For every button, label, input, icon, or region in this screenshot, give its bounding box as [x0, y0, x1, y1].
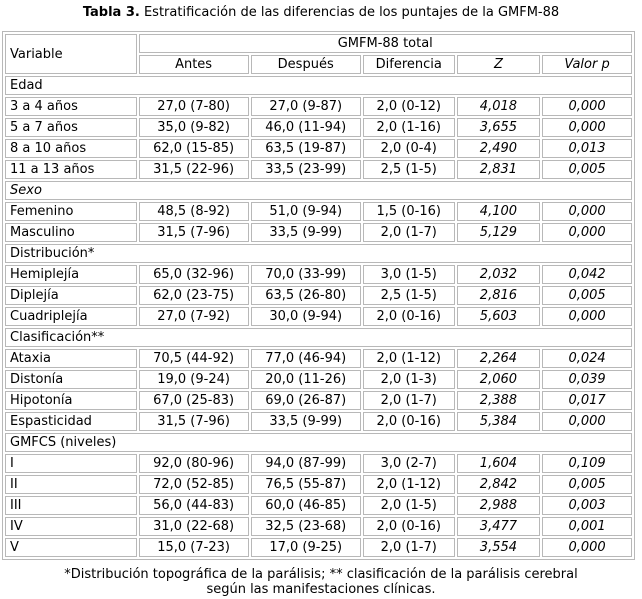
cell-antes: 70,5 (44-92) — [139, 349, 249, 368]
group-row — [5, 76, 632, 95]
results-table — [2, 31, 635, 560]
cell-z: 2,816 — [457, 286, 540, 305]
cell-z: 4,018 — [457, 97, 540, 116]
cell-z: 2,264 — [457, 349, 540, 368]
cell-z: 2,388 — [457, 391, 540, 410]
cell-antes: 27,0 (7-92) — [139, 307, 249, 326]
group-label: Clasificación** — [5, 328, 632, 347]
cell-valor-p: 0,000 — [542, 223, 632, 242]
cell-despues: 32,5 (23-68) — [251, 517, 361, 536]
cell-diferencia: 2,0 (0-4) — [363, 139, 455, 158]
table-row — [5, 475, 632, 494]
cell-z: 3,477 — [457, 517, 540, 536]
row-label: IV — [5, 517, 137, 536]
cell-valor-p: 0,017 — [542, 391, 632, 410]
header-valor-p: Valor p — [542, 55, 632, 74]
row-label: Femenino — [5, 202, 137, 221]
footnote-line-1: *Distribución topográfica de la parálisis; ** clasificación de la parálisis cerebral — [64, 567, 578, 582]
cell-diferencia: 2,0 (0-12) — [363, 97, 455, 116]
cell-diferencia: 2,0 (1-16) — [363, 118, 455, 137]
row-label: Distonía — [5, 370, 137, 389]
cell-valor-p: 0,000 — [542, 118, 632, 137]
cell-diferencia: 2,0 (1-12) — [363, 475, 455, 494]
row-label: Espasticidad — [5, 412, 137, 431]
cell-diferencia: 2,0 (1-7) — [363, 538, 455, 557]
group-row — [5, 433, 632, 452]
cell-valor-p: 0,001 — [542, 517, 632, 536]
group-label: Sexo — [5, 181, 632, 200]
cell-valor-p: 0,039 — [542, 370, 632, 389]
cell-antes: 31,5 (7-96) — [139, 223, 249, 242]
cell-despues: 76,5 (55-87) — [251, 475, 361, 494]
cell-antes: 65,0 (32-96) — [139, 265, 249, 284]
cell-despues: 69,0 (26-87) — [251, 391, 361, 410]
cell-z: 1,604 — [457, 454, 540, 473]
table-row — [5, 349, 632, 368]
header-despues: Después — [251, 55, 361, 74]
table-row — [5, 223, 632, 242]
cell-valor-p: 0,005 — [542, 475, 632, 494]
cell-diferencia: 2,0 (0-16) — [363, 517, 455, 536]
cell-valor-p: 0,024 — [542, 349, 632, 368]
cell-despues: 17,0 (9-25) — [251, 538, 361, 557]
group-row — [5, 244, 632, 263]
table-row — [5, 517, 632, 536]
table-row — [5, 454, 632, 473]
cell-despues: 63,5 (26-80) — [251, 286, 361, 305]
row-label: Hemiplejía — [5, 265, 137, 284]
table-caption-label: Tabla 3. — [82, 5, 140, 20]
group-row — [5, 328, 632, 347]
header-z: Z — [457, 55, 540, 74]
cell-z: 2,988 — [457, 496, 540, 515]
table-row — [5, 202, 632, 221]
cell-valor-p: 0,013 — [542, 139, 632, 158]
group-row — [5, 181, 632, 200]
cell-despues: 27,0 (9-87) — [251, 97, 361, 116]
table-row — [5, 370, 632, 389]
table-caption-text: Estratificación de las diferencias de los puntajes de la GMFM-88 — [143, 5, 560, 20]
cell-valor-p: 0,005 — [542, 286, 632, 305]
cell-antes: 72,0 (52-85) — [139, 475, 249, 494]
table-caption — [0, 4, 642, 21]
cell-antes: 31,5 (7-96) — [139, 412, 249, 431]
table-row — [5, 496, 632, 515]
group-label: Distribución* — [5, 244, 632, 263]
row-label: 3 a 4 años — [5, 97, 137, 116]
cell-despues: 46,0 (11-94) — [251, 118, 361, 137]
table-row — [5, 118, 632, 137]
cell-despues: 33,5 (9-99) — [251, 223, 361, 242]
cell-diferencia: 3,0 (1-5) — [363, 265, 455, 284]
cell-z: 2,060 — [457, 370, 540, 389]
cell-valor-p: 0,042 — [542, 265, 632, 284]
row-label: I — [5, 454, 137, 473]
cell-valor-p: 0,000 — [542, 202, 632, 221]
cell-antes: 62,0 (15-85) — [139, 139, 249, 158]
cell-diferencia: 2,0 (1-5) — [363, 496, 455, 515]
group-label: Edad — [5, 76, 632, 95]
cell-valor-p: 0,109 — [542, 454, 632, 473]
cell-antes: 15,0 (7-23) — [139, 538, 249, 557]
cell-antes: 31,5 (22-96) — [139, 160, 249, 179]
cell-z: 3,554 — [457, 538, 540, 557]
cell-antes: 62,0 (23-75) — [139, 286, 249, 305]
header-row-top — [5, 34, 632, 53]
cell-diferencia: 2,0 (1-7) — [363, 391, 455, 410]
cell-valor-p: 0,003 — [542, 496, 632, 515]
table-footnote — [0, 567, 642, 597]
table-row — [5, 265, 632, 284]
cell-z: 5,384 — [457, 412, 540, 431]
cell-z: 2,032 — [457, 265, 540, 284]
cell-diferencia: 2,5 (1-5) — [363, 160, 455, 179]
table-row — [5, 307, 632, 326]
table-row — [5, 538, 632, 557]
cell-despues: 70,0 (33-99) — [251, 265, 361, 284]
row-label: 5 a 7 años — [5, 118, 137, 137]
row-label: Diplejía — [5, 286, 137, 305]
cell-diferencia: 2,5 (1-5) — [363, 286, 455, 305]
table-row — [5, 412, 632, 431]
cell-z: 3,655 — [457, 118, 540, 137]
row-label: 11 a 13 años — [5, 160, 137, 179]
cell-despues: 33,5 (23-99) — [251, 160, 361, 179]
cell-despues: 63,5 (19-87) — [251, 139, 361, 158]
group-label: GMFCS (niveles) — [5, 433, 632, 452]
cell-z: 2,831 — [457, 160, 540, 179]
cell-antes: 67,0 (25-83) — [139, 391, 249, 410]
cell-z: 5,129 — [457, 223, 540, 242]
cell-antes: 35,0 (9-82) — [139, 118, 249, 137]
cell-antes: 48,5 (8-92) — [139, 202, 249, 221]
cell-valor-p: 0,000 — [542, 97, 632, 116]
header-variable: Variable — [5, 34, 137, 74]
row-label: Hipotonía — [5, 391, 137, 410]
cell-diferencia: 2,0 (1-7) — [363, 223, 455, 242]
cell-diferencia: 1,5 (0-16) — [363, 202, 455, 221]
cell-antes: 31,0 (22-68) — [139, 517, 249, 536]
cell-diferencia: 2,0 (0-16) — [363, 412, 455, 431]
row-label: 8 a 10 años — [5, 139, 137, 158]
cell-valor-p: 0,000 — [542, 538, 632, 557]
table-row — [5, 97, 632, 116]
cell-antes: 19,0 (9-24) — [139, 370, 249, 389]
table-row — [5, 286, 632, 305]
cell-valor-p: 0,000 — [542, 307, 632, 326]
cell-z: 2,490 — [457, 139, 540, 158]
table-row — [5, 160, 632, 179]
row-label: Ataxia — [5, 349, 137, 368]
row-label: III — [5, 496, 137, 515]
cell-despues: 30,0 (9-94) — [251, 307, 361, 326]
header-antes: Antes — [139, 55, 249, 74]
cell-valor-p: 0,000 — [542, 412, 632, 431]
cell-antes: 27,0 (7-80) — [139, 97, 249, 116]
row-label: Cuadriplejía — [5, 307, 137, 326]
cell-z: 4,100 — [457, 202, 540, 221]
cell-valor-p: 0,005 — [542, 160, 632, 179]
cell-despues: 20,0 (11-26) — [251, 370, 361, 389]
table-body — [5, 76, 632, 557]
footnote-line-2: según las manifestaciones clínicas. — [206, 582, 436, 597]
cell-z: 5,603 — [457, 307, 540, 326]
table-row — [5, 391, 632, 410]
cell-z: 2,842 — [457, 475, 540, 494]
row-label: Masculino — [5, 223, 137, 242]
cell-diferencia: 3,0 (2-7) — [363, 454, 455, 473]
cell-antes: 56,0 (44-83) — [139, 496, 249, 515]
table-row — [5, 139, 632, 158]
cell-diferencia: 2,0 (1-3) — [363, 370, 455, 389]
cell-diferencia: 2,0 (1-12) — [363, 349, 455, 368]
cell-antes: 92,0 (80-96) — [139, 454, 249, 473]
cell-despues: 51,0 (9-94) — [251, 202, 361, 221]
row-label: V — [5, 538, 137, 557]
header-gmfm-total: GMFM-88 total — [139, 34, 632, 53]
cell-despues: 60,0 (46-85) — [251, 496, 361, 515]
cell-diferencia: 2,0 (0-16) — [363, 307, 455, 326]
header-diferencia: Diferencia — [363, 55, 455, 74]
cell-despues: 77,0 (46-94) — [251, 349, 361, 368]
cell-despues: 33,5 (9-99) — [251, 412, 361, 431]
row-label: II — [5, 475, 137, 494]
cell-despues: 94,0 (87-99) — [251, 454, 361, 473]
